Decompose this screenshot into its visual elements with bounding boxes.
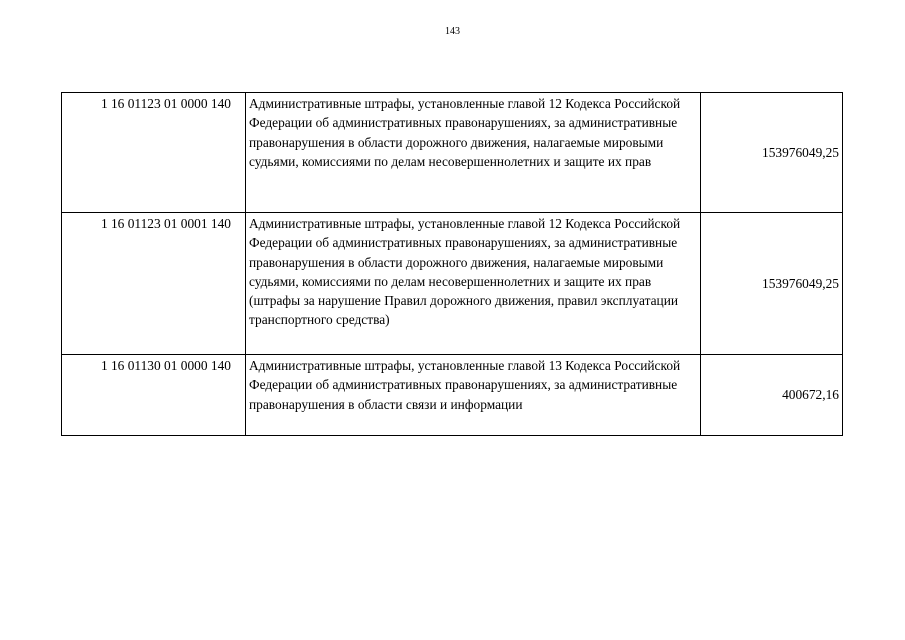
description-cell (246, 93, 701, 213)
table-row (62, 93, 843, 213)
description-text: Административные штрафы, установленные главой 13 Кодекса Российской Федерации об административных правонарушениях, за административные правонарушения в области связи и информации (249, 358, 681, 412)
budget-revenue-table (61, 92, 843, 436)
amount-cell: 153976049,25 (701, 213, 843, 355)
description-text: Административные штрафы, установленные главой 12 Кодекса Российской Федерации об административных правонарушениях, за административные правонарушения в области дорожного движения, налагаемые мировыми судьями, комиссиями по делам несовершеннолетних и защите их прав (249, 96, 681, 169)
amount-cell: 400672,16 (701, 355, 843, 436)
page-number: 143 (445, 26, 460, 37)
description-cell (246, 213, 701, 355)
description-cell (246, 355, 701, 436)
amount-cell: 153976049,25 (701, 93, 843, 213)
table-row (62, 213, 843, 355)
budget-code-cell: 1 16 01123 01 0000 140 (62, 93, 246, 213)
budget-code-cell: 1 16 01130 01 0000 140 (62, 355, 246, 436)
budget-code-cell: 1 16 01123 01 0001 140 (62, 213, 246, 355)
table-row (62, 355, 843, 436)
description-text: Административные штрафы, установленные главой 12 Кодекса Российской Федерации об административных правонарушениях, за административные правонарушения в области дорожного движения, налагаемые мировыми судьями, комиссиями по делам несовершеннолетних и защите их прав (штрафы за нарушение Правил дорожного движения, правил эксплуатации транспортного средства) (249, 216, 681, 328)
